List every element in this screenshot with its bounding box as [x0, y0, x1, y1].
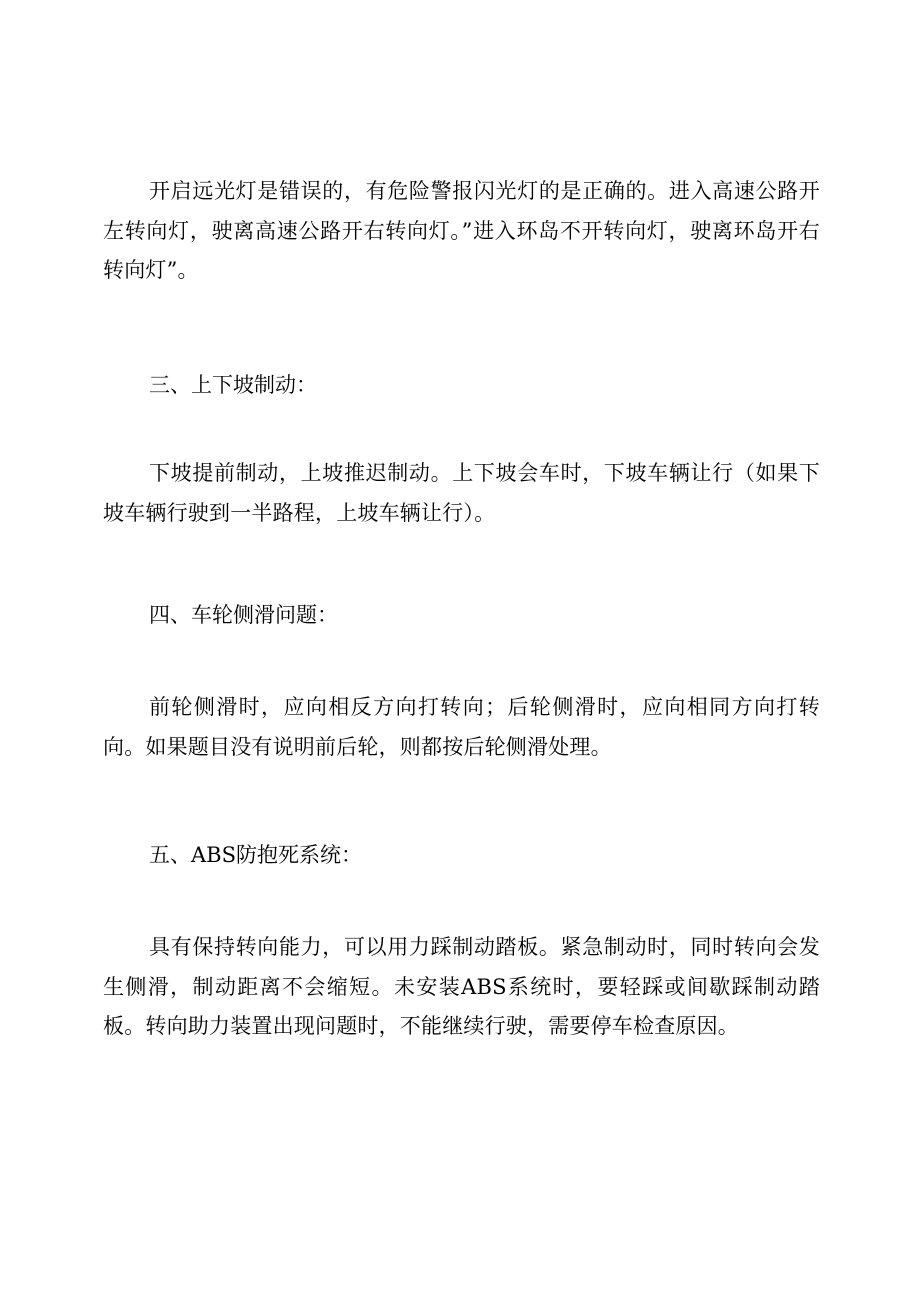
paragraph-abs-system: 具有保持转向能力，可以用力踩制动踏板。紧急制动时，同时转向会发生侧滑，制动距离不会缩短。未安装ABS系统时，要轻踩或间歇踩制动踏板。转向助力装置出现问题时，不能继续行驶，需要停车检查原因。 — [103, 935, 820, 1038]
heading-wheel-skid: 四、车轮侧滑问题： — [149, 603, 338, 627]
paragraph-turn-signals: 开启远光灯是错误的，有危险警报闪光灯的是正确的。进入高速公路开左转向灯，驶离高速公路开右转向灯。”进入环岛不开转向灯，驶离环岛开右转向灯”。 — [103, 179, 820, 282]
paragraph-wheel-skid: 前轮侧滑时，应向相反方向打转向；后轮侧滑时，应向相同方向打转向。如果题目没有说明前后轮，则都按后轮侧滑处理。 — [103, 695, 820, 759]
heading-slope-braking: 三、上下坡制动： — [149, 373, 317, 397]
heading-abs-system: 五、ABS防抱死系统： — [149, 843, 362, 867]
paragraph-slope-braking: 下坡提前制动，上坡推迟制动。上下坡会车时，下坡车辆让行（如果下坡车辆行驶到一半路程，上坡车辆让行）。 — [103, 461, 820, 525]
